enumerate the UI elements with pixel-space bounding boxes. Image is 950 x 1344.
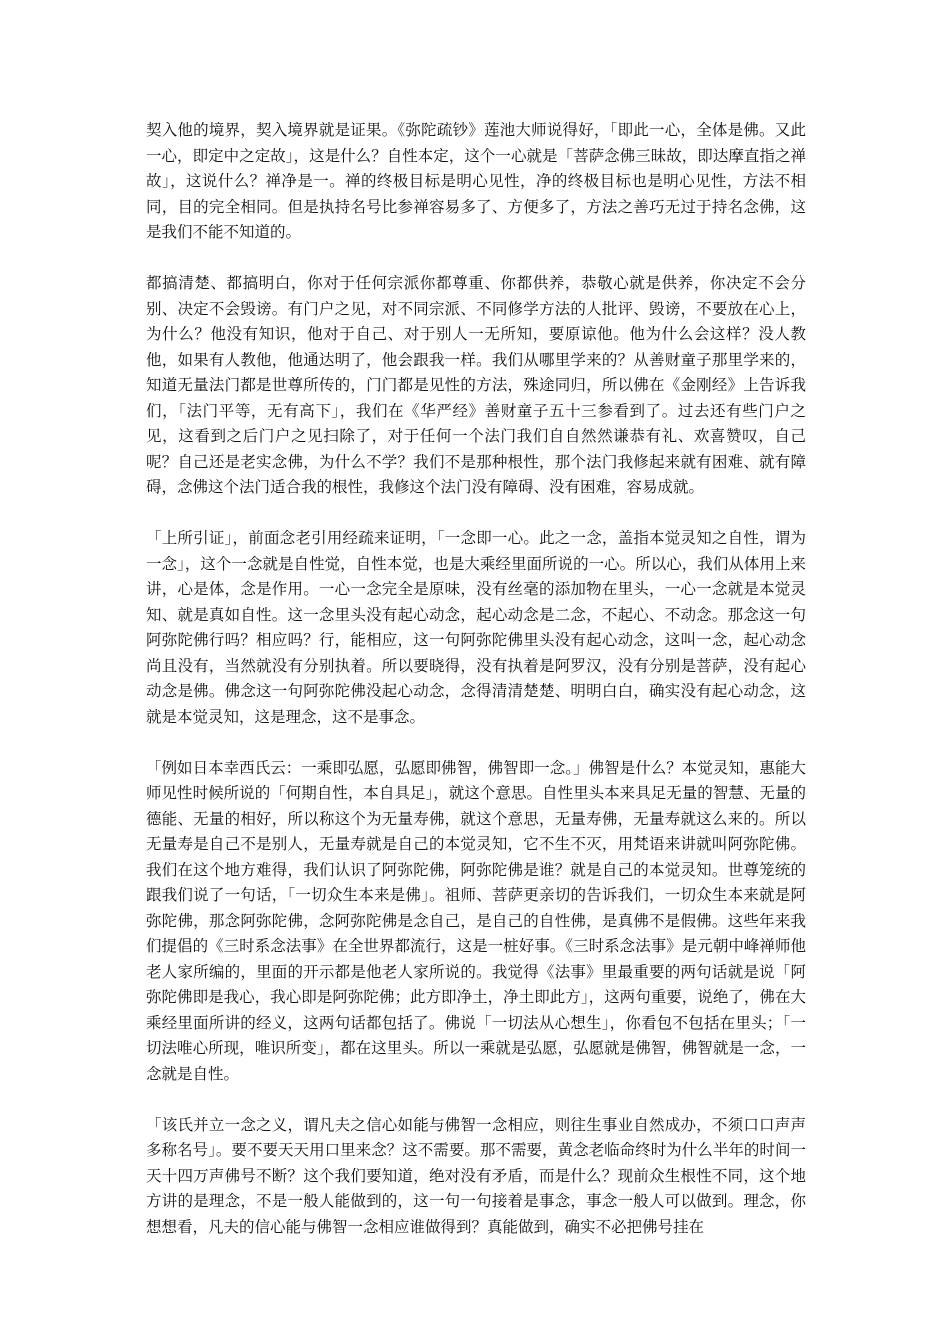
- document-page: [146, 118, 806, 1266]
- paragraph-5: 「该氏并立一念之义，谓凡夫之信心如能与佛智一念相应，则往生事业自然成办，不须口口声声多称名号」。要不要天天用口里来念？这不需要。那不需要，黄念老临命终时为什么半年的时间一天十四万声佛号不断？这个我们要知道，绝对没有矛盾，而是什么？现前众生根性不同，这个地方讲的是理念，不是一般人能做到的，这一句一句接着是事念，事念一般人可以做到。理念，你想想看，凡夫的信心能与佛智一念相应谁做得到？真能做到，确实不必把佛号挂在: [146, 1115, 806, 1236]
- paragraph-4: 「例如日本幸西氏云：一乘即弘愿，弘愿即佛智，佛智即一念。」佛智是什么？本觉灵知，惠能大师见性时候所说的「何期自性，本自具足」，就这个意思。自性里头本来具足无量的智慧、无量的德能、无量的相好，所以称这个为无量寿佛，就这个意思，无量寿佛，无量寿就这么来的。所以无量寿是自己不是别人，无量寿就是自己的本觉灵知，它不生不灭，用梵语来讲就叫阿弥陀佛。我们在这个地方难得，我们认识了阿弥陀佛，阿弥陀佛是谁？就是自己的本觉灵知。世尊笼统的跟我们说了一句话，「一切众生本来是佛」。祖师、菩萨更亲切的告诉我们，一切众生本来就是阿弥陀佛，那念阿弥陀佛，念阿弥陀佛是念自己，是自己的自性佛，是真佛不是假佛。这些年来我们提倡的《三时系念法事》在全世界都流行，这是一桩好事。《三时系念法事》是元朝中峰禅师他老人家所编的，里面的开示都是他老人家所说的。我觉得《法事》里最重要的两句话就是说「阿弥陀佛即是我心，我心即是阿弥陀佛；此方即净土，净土即此方」，这两句重要，说绝了，佛在大乘经里面所讲的经义，这两句话都包括了。佛说「一切法从心想生」，你看包不包括在里头；「一切法唯心所现，唯识所变」，都在这里头。所以一乘就是弘愿，弘愿就是佛智，佛智就是一念，一念就是自性。: [146, 758, 806, 1083]
- paragraph-3: 「上所引证」，前面念老引用经疏来证明，「一念即一心。此之一念，盖指本觉灵知之自性，谓为一念」，这个一念就是自性觉，自性本觉，也是大乘经里面所说的一心。所以心，我们从体用上来讲，心是体，念是作用。一心一念完全是原味，没有丝毫的添加物在里头，一心一念就是本觉灵知、就是真如自性。这一念里头没有起心动念，起心动念是二念，不起心、不动念。那念这一句阿弥陀佛行吗？相应吗？行，能相应，这一句阿弥陀佛里头没有起心动念，这叫一念，起心动念尚且没有，当然就没有分别执着。所以要晓得，没有执着是阿罗汉，没有分别是菩萨，没有起心动念是佛。佛念这一句阿弥陀佛没起心动念，念得清清楚楚、明明白白，确实没有起心动念，这就是本觉灵知，这是理念，这不是事念。: [146, 529, 806, 726]
- paragraph-2: 都搞清楚、都搞明白，你对于任何宗派你都尊重、你都供养，恭敬心就是供养，你决定不会分别、决定不会毁谤。有门户之见，对不同宗派、不同修学方法的人批评、毁谤，不要放在心上，为什么？他没有知识，他对于自己、对于别人一无所知，要原谅他。他为什么会这样？没人教他，如果有人教他，他通达明了，他会跟我一样。我们从哪里学来的？从善财童子那里学来的，知道无量法门都是世尊所传的，门门都是见性的方法，殊途同归，所以佛在《金刚经》上告诉我们，「法门平等，无有高下」，我们在《华严经》善财童子五十三参看到了。过去还有些门户之见，这看到之后门户之见扫除了，对于任何一个法门我们自自然然谦恭有礼、欢喜赞叹，自己呢？自己还是老实念佛，为什么不学？我们不是那种根性，那个法门我修起来就有困难、就有障碍，念佛这个法门适合我的根性，我修这个法门没有障碍、没有困难，容易成就。: [146, 274, 806, 496]
- paragraph-1: 契入他的境界，契入境界就是证果。《弥陀疏钞》莲池大师说得好，「即此一心，全体是佛。又此一心，即定中之定故」，这是什么？自性本定，这个一心就是「菩萨念佛三昧故，即达摩直指之禅故」，这说什么？禅净是一。禅的终极目标是明心见性，净的终极目标也是明心见性，方法不相同，目的完全相同。但是执持名号比参禅容易多了、方便多了，方法之善巧无过于持名念佛，这是我们不能不知道的。: [146, 121, 806, 241]
